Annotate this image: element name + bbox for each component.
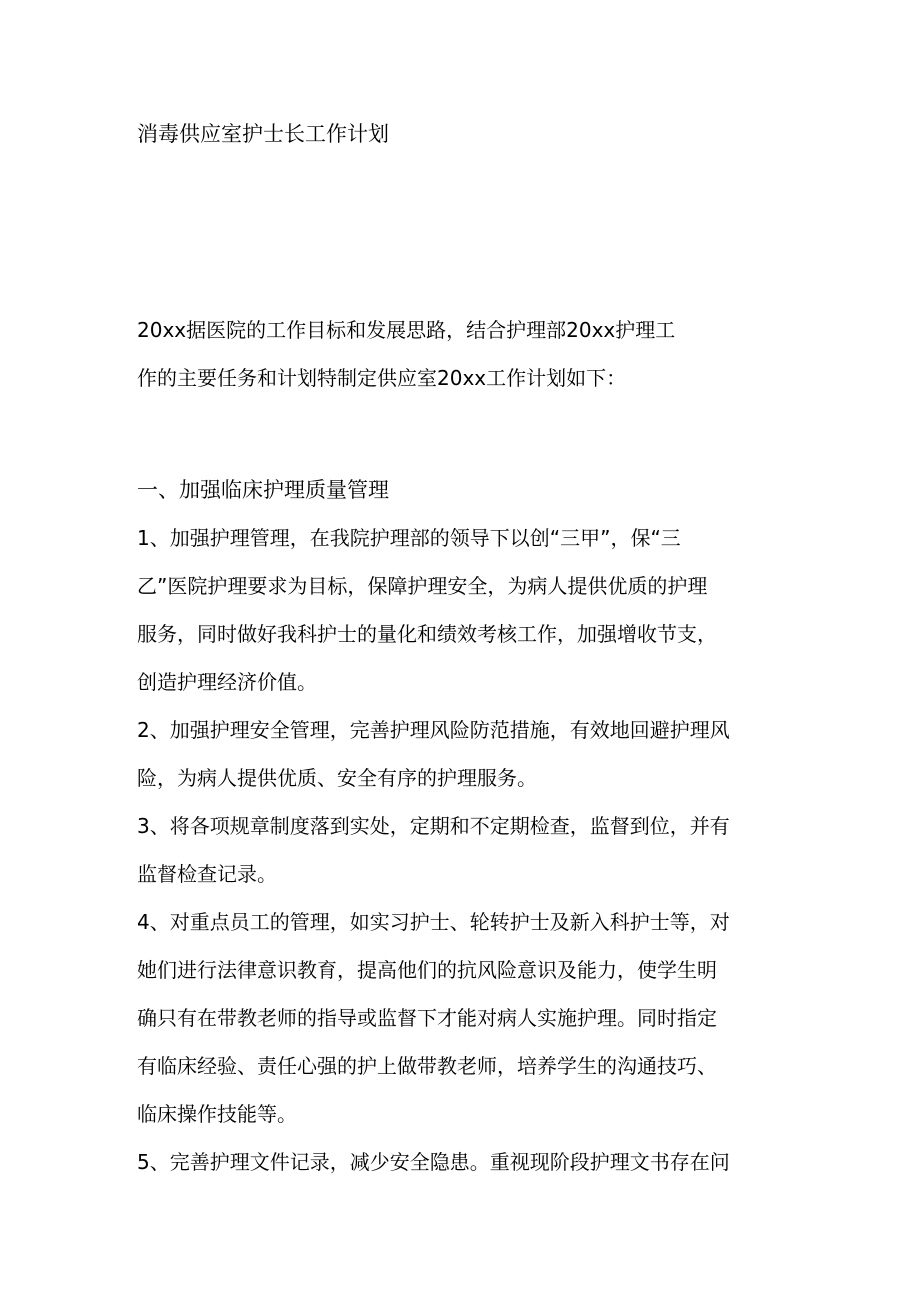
document-title: 消毒供应室护士长工作计划 <box>137 122 389 146</box>
item-line: 5、完善护理文件记录，减少安全隐患。重视现阶段护理文书存在问 <box>137 1150 730 1174</box>
item-line: 监督检查记录。 <box>137 862 277 886</box>
item-line: 有临床经验、责任心强的护上做带教老师，培养学生的沟通技巧、 <box>137 1054 717 1078</box>
list-item-1 <box>137 514 797 706</box>
list-item-3 <box>137 802 797 898</box>
section-quality-management <box>137 466 797 1186</box>
item-line: 临床操作技能等。 <box>137 1102 297 1126</box>
item-line: 乙”医院护理要求为目标，保障护理安全，为病人提供优质的护理 <box>137 574 708 598</box>
item-line: 2、加强护理安全管理，完善护理风险防范措施，有效地回避护理风 <box>137 718 730 742</box>
intro-line: 20xx据医院的工作目标和发展思路，结合护理部20xx护理工 <box>137 318 676 342</box>
item-line: 3、将各项规章制度落到实处，定期和不定期检查，监督到位，并有 <box>137 814 730 838</box>
intro-paragraph <box>137 306 797 402</box>
item-line: 1、加强护理管理，在我院护理部的领导下以创“三甲”，保“三 <box>137 526 681 550</box>
section-heading: 一、加强临床护理质量管理 <box>137 478 389 502</box>
item-line: 服务，同时做好我科护士的量化和绩效考核工作，加强增收节支， <box>137 622 717 646</box>
item-line: 她们进行法律意识教育，提高他们的抗风险意识及能力，使学生明 <box>137 958 717 982</box>
item-line: 4、对重点员工的管理，如实习护士、轮转护士及新入科护士等，对 <box>137 910 730 934</box>
intro-line: 作的主要任务和计划特制定供应室20xx工作计划如下： <box>137 366 627 390</box>
item-line: 险，为病人提供优质、安全有序的护理服务。 <box>137 766 537 790</box>
list-item-2 <box>137 706 797 802</box>
item-line: 确只有在带教老师的指导或监督下才能对病人实施护理。同时指定 <box>137 1006 717 1030</box>
item-line: 创造护理经济价值。 <box>137 670 317 694</box>
list-item-5 <box>137 1138 797 1186</box>
list-item-4 <box>137 898 797 1138</box>
